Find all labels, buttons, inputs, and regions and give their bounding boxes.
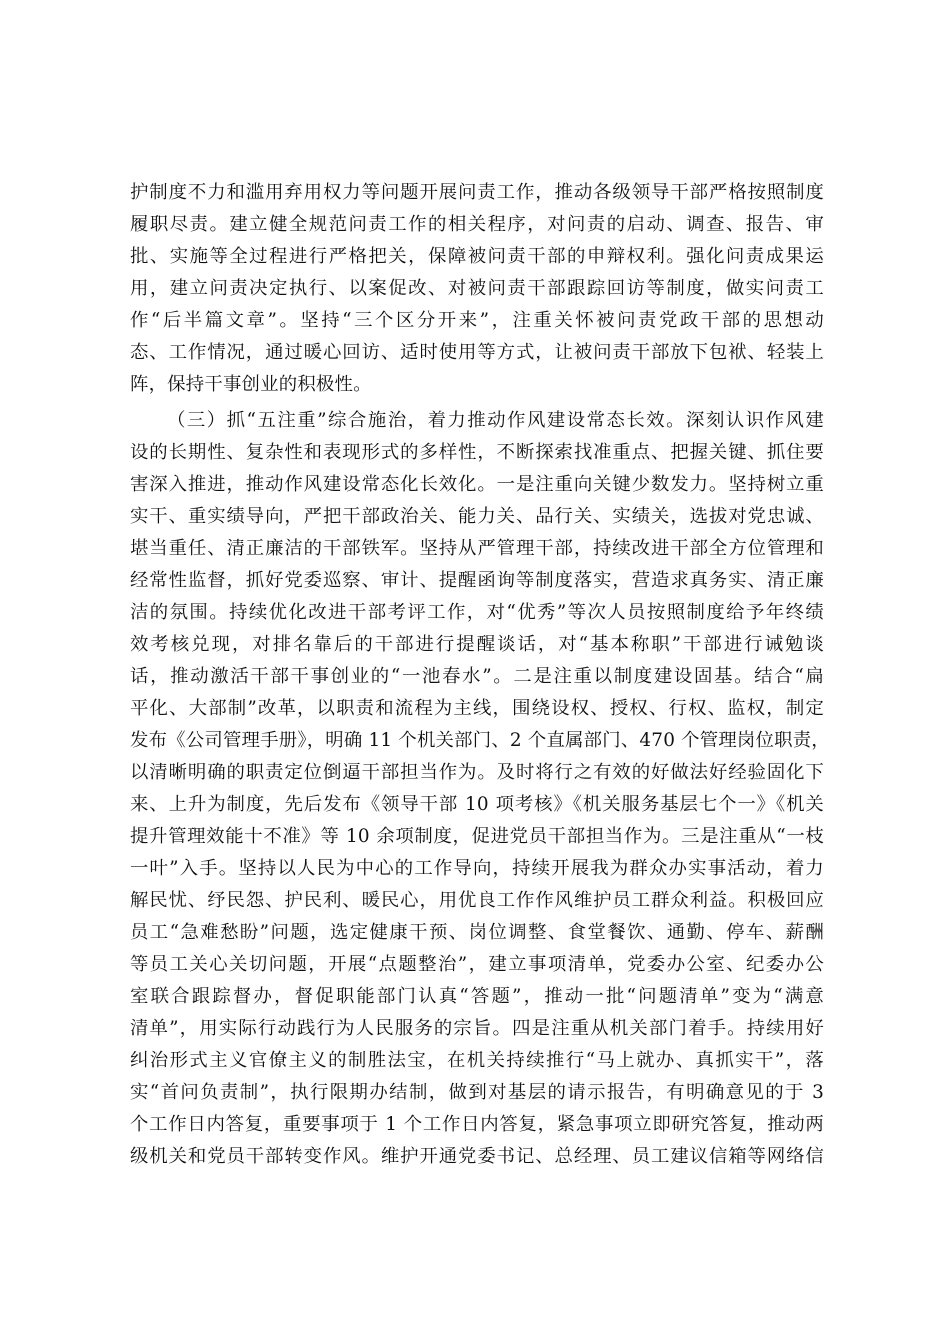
text-line: 批、实施等全过程进行严格把关，保障被问责干部的申辩权利。强化问责成果运 [130,246,824,267]
text-line: 经常性监督，抓好党委巡察、审计、提醒函询等制度落实，营造求真务实、清正廉 [130,570,824,591]
text-line: 清单”，用实际行动践行为人民服务的宗旨。四是注重从机关部门着手。持续用好 [130,1018,824,1039]
text-line: 实“首问负责制”，执行限期办结制，做到对基层的请示报告，有明确意见的于 3 [130,1082,824,1103]
text-line: 害深入推进，推动作风建设常态化长效化。一是注重向关键少数发力。坚持树立重 [130,474,824,495]
text-line: （三）抓“五注重”综合施治，着力推动作风建设常态长效。深刻认识作风建 [167,410,824,431]
text-line: 态、工作情况，通过暖心回访、适时使用等方式，让被问责干部放下包袱、轻装上 [130,342,824,363]
text-line: 洁的氛围。持续优化改进干部考评工作，对“优秀”等次人员按照制度给予年终绩 [130,602,824,623]
text-line: 纠治形式主义官僚主义的制胜法宝，在机关持续推行“马上就办、真抓实干”，落 [130,1050,824,1071]
text-line: 话，推动激活干部干事创业的“一池春水”。二是注重以制度建设固基。结合“扁 [130,666,824,687]
text-line: 阵，保持干事创业的积极性。 [130,374,372,395]
text-line: 设的长期性、复杂性和表现形式的多样性，不断探索找准重点、把握关键、抓住要 [130,442,824,463]
text-line: 实干、重实绩导向，严把干部政治关、能力关、品行关、实绩关，选拔对党忠诚、 [130,506,824,527]
text-line: 效考核兑现，对排名靠后的干部进行提醒谈话，对“基本称职”干部进行诫勉谈 [130,634,824,655]
text-line: 个工作日内答复，重要事项于 1 个工作日内答复，紧急事项立即研究答复，推动两 [130,1114,824,1135]
text-line: 用，建立问责决定执行、以案促改、对被问责干部跟踪回访等制度，做实问责工 [130,278,824,299]
text-line: 级机关和党员干部转变作风。维护开通党委书记、总经理、员工建议信箱等网络信 [130,1146,824,1167]
text-line: 室联合跟踪督办，督促职能部门认真“答题”，推动一批“问题清单”变为“满意 [130,986,824,1007]
text-line: 一叶”入手。坚持以人民为中心的工作导向，持续开展我为群众办实事活动，着力 [130,858,824,879]
text-line: 平化、大部制”改革，以职责和流程为主线，围绕设权、授权、行权、监权，制定 [130,698,824,719]
text-line: 提升管理效能十不准》等 10 余项制度，促进党员干部担当作为。三是注重从“一枝 [130,826,824,847]
text-line: 以清晰明确的职责定位倒逼干部担当作为。及时将行之有效的好做法好经验固化下 [130,762,824,783]
text-line: 员工“急难愁盼”问题，选定健康干预、岗位调整、食堂餐饮、通勤、停车、薪酬 [130,922,824,943]
text-line: 堪当重任、清正廉洁的干部铁军。坚持从严管理干部，持续改进干部全方位管理和 [130,538,824,559]
text-line: 护制度不力和滥用弃用权力等问题开展问责工作，推动各级领导干部严格按照制度 [130,182,824,203]
text-line: 发布《公司管理手册》，明确 11 个机关部门、2 个直属部门、470 个管理岗位职责， [130,730,830,751]
text-line: 来、上升为制度，先后发布《领导干部 10 项考核》《机关服务基层七个一》《机关 [130,794,824,815]
text-line: 解民忧、纾民怨、护民利、暖民心，用优良工作作风维护员工群众利益。积极回应 [130,890,824,911]
text-line: 履职尽责。建立健全规范问责工作的相关程序，对问责的启动、调查、报告、审 [130,214,824,235]
text-line: 等员工关心关切问题，开展“点题整治”，建立事项清单，党委办公室、纪委办公 [130,954,824,975]
text-line: 作“后半篇文章”。坚持“三个区分开来”，注重关怀被问责党政干部的思想动 [130,310,824,331]
